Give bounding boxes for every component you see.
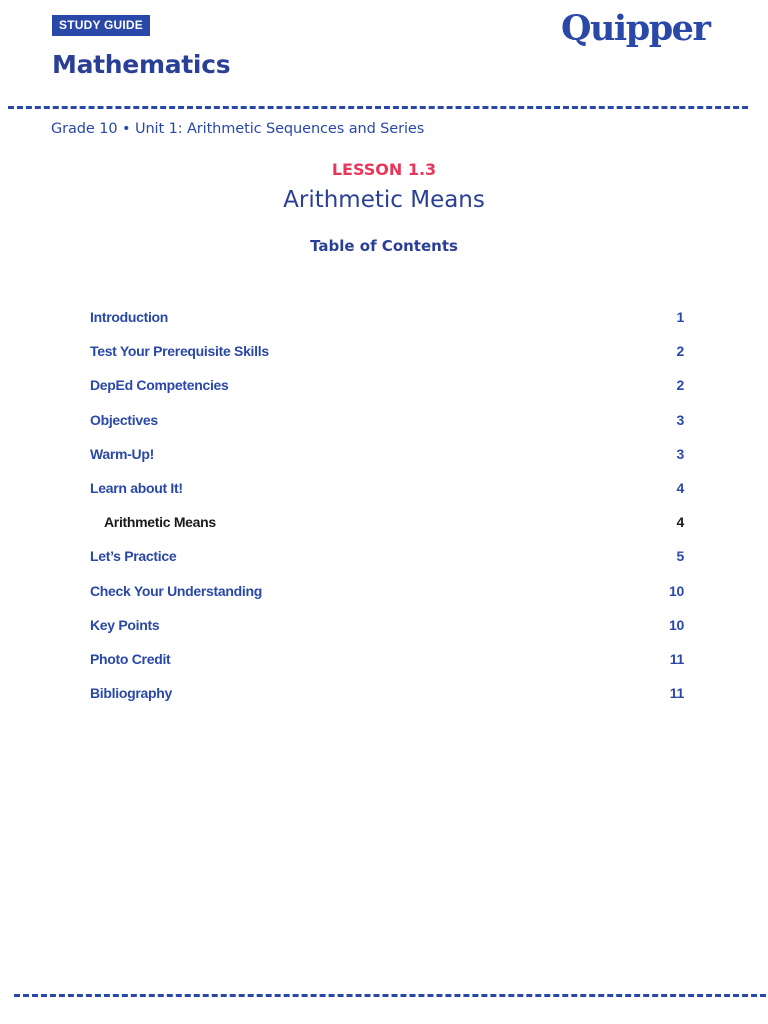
toc-entry-page: 3 <box>676 445 684 462</box>
toc-entry-objectives[interactable] <box>90 403 684 437</box>
toc-entry-label: Test Your Prerequisite Skills <box>90 343 269 360</box>
toc-entry-check-understanding[interactable] <box>90 574 684 608</box>
toc-entry-lets-practice[interactable] <box>90 539 684 573</box>
quipper-logo: Quipper <box>561 8 710 49</box>
toc-entry-page: 4 <box>676 480 684 497</box>
lesson-title: Arithmetic Means <box>283 187 485 213</box>
toc-subentry-arithmetic-means[interactable] <box>90 505 684 539</box>
toc-entry-page: 5 <box>676 548 684 565</box>
toc-entry-label: Introduction <box>90 309 169 326</box>
breadcrumb: Grade 10 • Unit 1: Arithmetic Sequences and Series <box>51 121 425 137</box>
toc-entry-page: 10 <box>669 616 684 633</box>
toc-entry-label: Learn about It! <box>90 480 183 497</box>
toc-entry-label: Arithmetic Means <box>104 514 216 531</box>
toc-entry-label: Check Your Understanding <box>90 582 262 599</box>
toc-entry-page: 4 <box>676 514 684 531</box>
top-divider <box>8 106 748 109</box>
toc-heading: Table of Contents <box>310 237 458 255</box>
toc-entry-prerequisite-skills[interactable] <box>90 334 684 368</box>
lesson-number: LESSON 1.3 <box>331 160 437 179</box>
table-of-contents <box>90 300 684 710</box>
bottom-divider <box>14 994 766 997</box>
toc-entry-learn-about-it[interactable] <box>90 471 684 505</box>
toc-entry-deped-competencies[interactable] <box>90 368 684 402</box>
toc-entry-key-points[interactable] <box>90 608 684 642</box>
toc-entry-page: 11 <box>669 650 684 667</box>
toc-entry-photo-credit[interactable] <box>90 642 684 676</box>
toc-entry-page: 2 <box>676 343 684 360</box>
toc-entry-page: 3 <box>676 411 684 428</box>
toc-entry-label: Let’s Practice <box>90 548 177 565</box>
toc-entry-warm-up[interactable] <box>90 437 684 471</box>
toc-entry-bibliography[interactable] <box>90 676 684 710</box>
study-guide-badge: STUDY GUIDE <box>52 15 150 36</box>
toc-entry-label: Bibliography <box>90 685 172 702</box>
toc-entry-page: 2 <box>676 377 684 394</box>
subject-title: Mathematics <box>52 50 231 79</box>
toc-entry-label: Warm-Up! <box>90 445 154 462</box>
toc-entry-introduction[interactable] <box>90 300 684 334</box>
toc-entry-page: 10 <box>669 582 684 599</box>
toc-entry-label: Key Points <box>90 616 160 633</box>
toc-entry-page: 1 <box>676 309 684 326</box>
toc-entry-label: DepEd Competencies <box>90 377 229 394</box>
toc-entry-label: Photo Credit <box>90 650 171 667</box>
toc-entry-page: 11 <box>669 685 684 702</box>
toc-entry-label: Objectives <box>90 411 158 428</box>
